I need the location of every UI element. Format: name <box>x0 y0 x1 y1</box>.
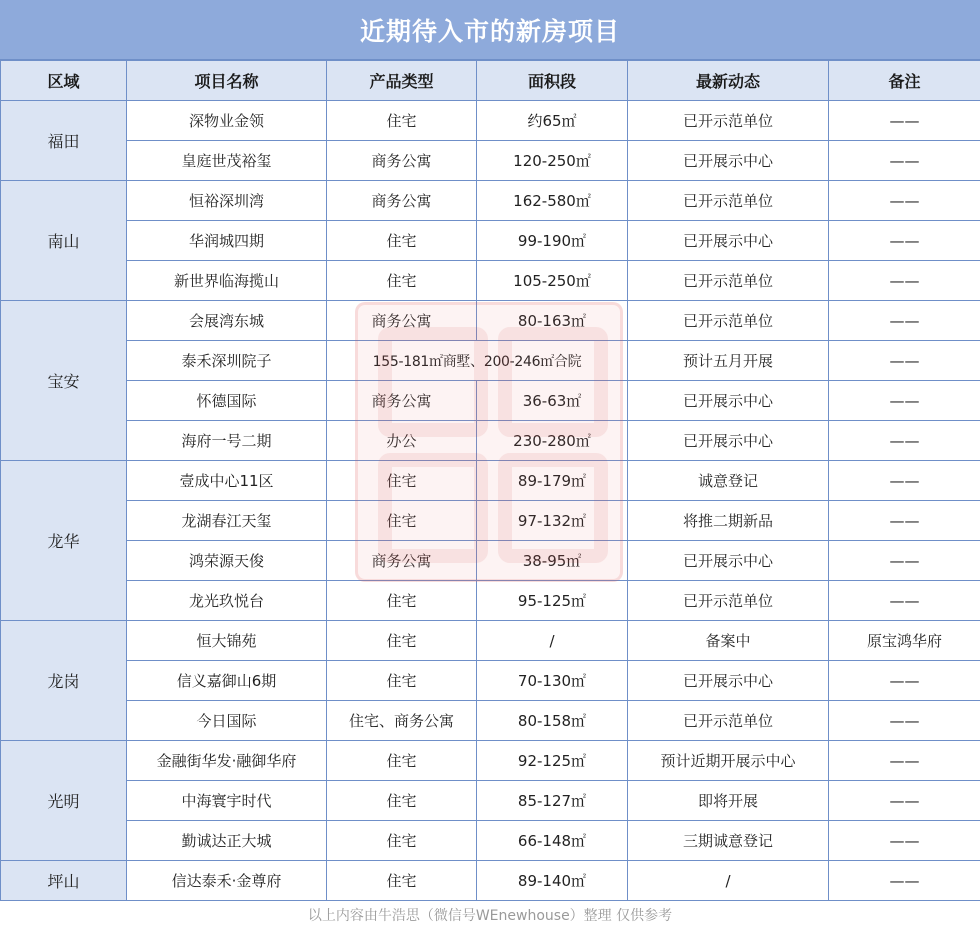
latest-status-cell: 备案中 <box>628 621 829 661</box>
projects-table <box>0 60 980 901</box>
area-range-cell: 162-580㎡ <box>477 181 628 221</box>
area-range-cell: 38-95㎡ <box>477 541 628 581</box>
remarks-cell: —— <box>829 421 980 461</box>
project-name-cell: 鸿荣源天俊 <box>127 541 327 581</box>
remarks-cell: —— <box>829 221 980 261</box>
table-row <box>1 661 980 701</box>
area-range-cell: 120-250㎡ <box>477 141 628 181</box>
table-row <box>1 741 980 781</box>
table-row <box>1 861 980 901</box>
header-remarks: 备注 <box>829 61 980 101</box>
project-name-cell: 海府一号二期 <box>127 421 327 461</box>
latest-status-cell: 已开示范单位 <box>628 301 829 341</box>
project-name-cell: 会展湾东城 <box>127 301 327 341</box>
table-row <box>1 261 980 301</box>
latest-status-cell: 已开展示中心 <box>628 541 829 581</box>
area-range-cell: 80-163㎡ <box>477 301 628 341</box>
product-type-cell: 住宅 <box>327 221 477 261</box>
remarks-cell: —— <box>829 141 980 181</box>
district-cell: 光明 <box>1 741 127 861</box>
product-type-cell: 住宅 <box>327 261 477 301</box>
project-name-cell: 今日国际 <box>127 701 327 741</box>
remarks-cell: —— <box>829 741 980 781</box>
table-title: 近期待入市的新房项目 <box>359 16 620 46</box>
project-name-cell: 恒裕深圳湾 <box>127 181 327 221</box>
remarks-cell: —— <box>829 341 980 381</box>
table-title-bar <box>0 0 980 60</box>
remarks-cell: —— <box>829 101 980 141</box>
remarks-cell: —— <box>829 821 980 861</box>
product-type-cell: 住宅 <box>327 581 477 621</box>
remarks-cell: —— <box>829 861 980 901</box>
product-type-cell: 商务公寓 <box>327 541 477 581</box>
latest-status-cell: 已开示范单位 <box>628 261 829 301</box>
product-type-cell: 住宅 <box>327 461 477 501</box>
latest-status-cell: 诚意登记 <box>628 461 829 501</box>
project-name-cell: 泰禾深圳院子 <box>127 341 327 381</box>
district-cell: 龙岗 <box>1 621 127 741</box>
project-name-cell: 华润城四期 <box>127 221 327 261</box>
area-range-cell: 36-63㎡ <box>477 381 628 421</box>
product-type-cell: 住宅 <box>327 101 477 141</box>
project-name-cell: 龙光玖悦台 <box>127 581 327 621</box>
header-area-range: 面积段 <box>477 61 628 101</box>
product-type-cell: 住宅 <box>327 501 477 541</box>
remarks-cell: —— <box>829 541 980 581</box>
table-header-row <box>1 61 980 101</box>
header-latest-status: 最新动态 <box>628 61 829 101</box>
project-name-cell: 皇庭世茂裕玺 <box>127 141 327 181</box>
latest-status-cell: / <box>628 861 829 901</box>
area-range-cell: 70-130㎡ <box>477 661 628 701</box>
product-type-cell: 办公 <box>327 421 477 461</box>
project-name-cell: 勤诚达正大城 <box>127 821 327 861</box>
project-name-cell: 恒大锦苑 <box>127 621 327 661</box>
area-range-cell: 97-132㎡ <box>477 501 628 541</box>
project-name-cell: 新世界临海揽山 <box>127 261 327 301</box>
project-name-cell: 怀德国际 <box>127 381 327 421</box>
remarks-cell: —— <box>829 661 980 701</box>
table-row <box>1 221 980 261</box>
table-row <box>1 541 980 581</box>
project-name-cell: 金融街华发·融御华府 <box>127 741 327 781</box>
latest-status-cell: 即将开展 <box>628 781 829 821</box>
area-range-cell: 66-148㎡ <box>477 821 628 861</box>
project-name-cell: 壹成中心11区 <box>127 461 327 501</box>
area-range-cell: 99-190㎡ <box>477 221 628 261</box>
product-type-cell: 商务公寓 <box>327 301 477 341</box>
table-row <box>1 821 980 861</box>
remarks-cell: —— <box>829 301 980 341</box>
table-row <box>1 421 980 461</box>
project-name-cell: 中海寰宇时代 <box>127 781 327 821</box>
footer-note: 以上内容由牛浩思（微信号WEnewhouse）整理 仅供参考 <box>307 907 673 924</box>
remarks-cell: —— <box>829 181 980 221</box>
product-type-cell: 住宅 <box>327 661 477 701</box>
table-row <box>1 101 980 141</box>
product-type-cell: 商务公寓 <box>327 181 477 221</box>
area-range-cell: / <box>477 621 628 661</box>
table-row <box>1 781 980 821</box>
district-cell: 宝安 <box>1 301 127 461</box>
project-name-cell: 深物业金领 <box>127 101 327 141</box>
table-row <box>1 501 980 541</box>
area-range-cell: 89-140㎡ <box>477 861 628 901</box>
table-row <box>1 301 980 341</box>
header-project-name: 项目名称 <box>127 61 327 101</box>
latest-status-cell: 已开展示中心 <box>628 661 829 701</box>
district-cell: 龙华 <box>1 461 127 621</box>
latest-status-cell: 将推二期新品 <box>628 501 829 541</box>
table-row <box>1 341 980 381</box>
product-type-cell: 住宅 <box>327 741 477 781</box>
product-type-cell: 住宅 <box>327 821 477 861</box>
district-cell: 福田 <box>1 101 127 181</box>
header-product-type: 产品类型 <box>327 61 477 101</box>
product-type-cell: 住宅 <box>327 861 477 901</box>
table-row <box>1 581 980 621</box>
table-row <box>1 461 980 501</box>
latest-status-cell: 三期诚意登记 <box>628 821 829 861</box>
table-row <box>1 621 980 661</box>
area-range-cell: 85-127㎡ <box>477 781 628 821</box>
latest-status-cell: 已开展示中心 <box>628 141 829 181</box>
area-range-cell: 92-125㎡ <box>477 741 628 781</box>
product-type-cell: 商务公寓 <box>327 381 477 421</box>
project-name-cell: 信义嘉御山6期 <box>127 661 327 701</box>
remarks-cell: —— <box>829 581 980 621</box>
latest-status-cell: 已开示范单位 <box>628 181 829 221</box>
project-name-cell: 龙湖春江天玺 <box>127 501 327 541</box>
table-body <box>1 101 980 901</box>
area-range-cell: 95-125㎡ <box>477 581 628 621</box>
remarks-cell: —— <box>829 501 980 541</box>
remarks-cell: 原宝鸿华府 <box>829 621 980 661</box>
district-cell: 南山 <box>1 181 127 301</box>
header-district: 区域 <box>1 61 127 101</box>
product-type-cell: 住宅 <box>327 781 477 821</box>
latest-status-cell: 已开展示中心 <box>628 221 829 261</box>
product-type-cell: 商务公寓 <box>327 141 477 181</box>
remarks-cell: —— <box>829 781 980 821</box>
table-row <box>1 141 980 181</box>
table-row <box>1 181 980 221</box>
table-row <box>1 701 980 741</box>
area-range-cell: 约65㎡ <box>477 101 628 141</box>
area-range-cell: 230-280㎡ <box>477 421 628 461</box>
latest-status-cell: 已开示范单位 <box>628 701 829 741</box>
project-name-cell: 信达泰禾·金尊府 <box>127 861 327 901</box>
area-range-cell: 89-179㎡ <box>477 461 628 501</box>
remarks-cell: —— <box>829 381 980 421</box>
product-type-cell: 155-181㎡商墅、200-246㎡合院 <box>327 341 628 381</box>
product-type-cell: 住宅、商务公寓 <box>327 701 477 741</box>
latest-status-cell: 预计近期开展示中心 <box>628 741 829 781</box>
remarks-cell: —— <box>829 461 980 501</box>
area-range-cell: 80-158㎡ <box>477 701 628 741</box>
table-row <box>1 381 980 421</box>
remarks-cell: —— <box>829 261 980 301</box>
product-type-cell: 住宅 <box>327 621 477 661</box>
area-range-cell: 105-250㎡ <box>477 261 628 301</box>
remarks-cell: —— <box>829 701 980 741</box>
latest-status-cell: 已开示范单位 <box>628 581 829 621</box>
latest-status-cell: 已开展示中心 <box>628 421 829 461</box>
latest-status-cell: 已开展示中心 <box>628 381 829 421</box>
latest-status-cell: 预计五月开展 <box>628 341 829 381</box>
latest-status-cell: 已开示范单位 <box>628 101 829 141</box>
district-cell: 坪山 <box>1 861 127 901</box>
